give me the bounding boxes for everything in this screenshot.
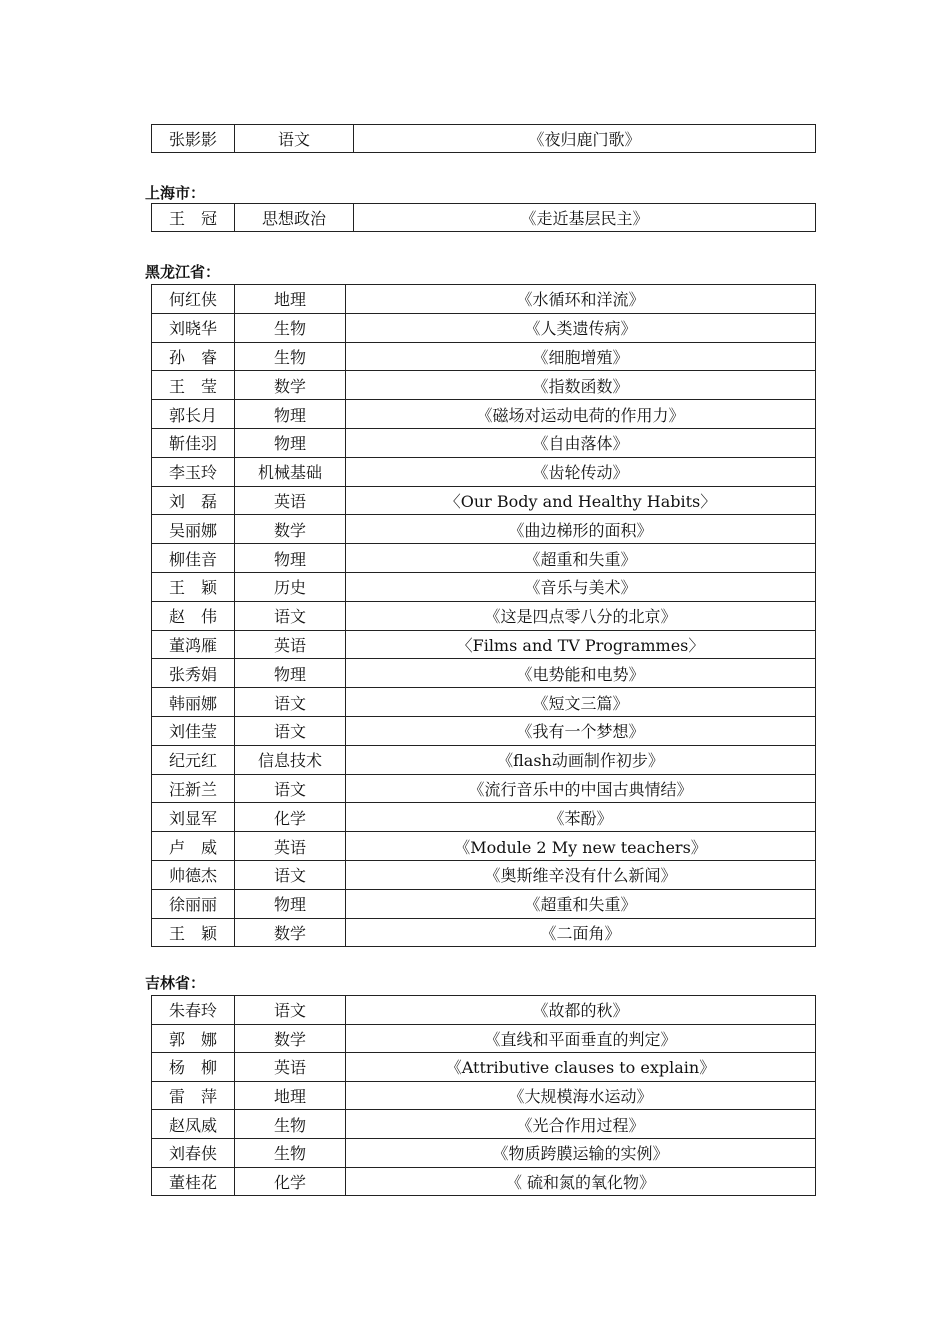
table-row <box>152 342 816 371</box>
lesson-title-cell: 《走近基层民主》 <box>354 204 816 232</box>
subject-cell: 物理 <box>235 659 346 688</box>
table-row <box>152 889 816 918</box>
table-row <box>152 803 816 832</box>
lesson-title-cell: 《Attributive clauses to explain》 <box>346 1053 816 1082</box>
subject-cell: 物理 <box>235 889 346 918</box>
subject-cell: 数学 <box>235 918 346 947</box>
table-row <box>152 486 816 515</box>
subject-cell: 生物 <box>235 342 346 371</box>
teacher-name-cell: 汪新兰 <box>152 774 235 803</box>
lesson-title-cell: 〈Films and TV Programmes〉 <box>346 630 816 659</box>
subject-cell: 语文 <box>235 688 346 717</box>
subject-cell: 物理 <box>235 428 346 457</box>
subject-cell: 语文 <box>235 860 346 889</box>
subject-cell: 物理 <box>235 400 346 429</box>
lesson-title-cell: 《人类遗传病》 <box>346 313 816 342</box>
lesson-title-cell: 《flash动画制作初步》 <box>346 745 816 774</box>
subject-cell: 语文 <box>235 125 354 153</box>
section-title-shanghai: 上海市： <box>145 184 206 202</box>
teacher-name-cell: 刘晓华 <box>152 313 235 342</box>
lesson-title-cell: 《光合作用过程》 <box>346 1110 816 1139</box>
table-row <box>152 688 816 717</box>
lesson-title-cell: 《短文三篇》 <box>346 688 816 717</box>
table-row <box>152 832 816 861</box>
table-row <box>152 860 816 889</box>
subject-cell: 信息技术 <box>235 745 346 774</box>
table-shanghai <box>151 203 816 232</box>
teacher-name-cell: 孙 睿 <box>152 342 235 371</box>
subject-cell: 数学 <box>235 515 346 544</box>
teacher-name-cell: 刘佳莹 <box>152 716 235 745</box>
lesson-title-cell: 《曲边梯形的面积》 <box>346 515 816 544</box>
table-row <box>152 572 816 601</box>
teacher-name-cell: 刘 磊 <box>152 486 235 515</box>
table-row <box>152 515 816 544</box>
lesson-title-cell: 《直线和平面垂直的判定》 <box>346 1024 816 1053</box>
table-jilin <box>151 995 816 1196</box>
table-row <box>152 918 816 947</box>
lesson-title-cell: 《物质跨膜运输的实例》 <box>346 1138 816 1167</box>
teacher-name-cell: 朱春玲 <box>152 996 235 1025</box>
subject-cell: 地理 <box>235 1081 346 1110</box>
subject-cell: 语文 <box>235 996 346 1025</box>
teacher-name-cell: 王 颖 <box>152 918 235 947</box>
teacher-name-cell: 赵凤威 <box>152 1110 235 1139</box>
subject-cell: 英语 <box>235 486 346 515</box>
table-row <box>152 428 816 457</box>
table-row <box>152 774 816 803</box>
table-row <box>152 371 816 400</box>
subject-cell: 语文 <box>235 774 346 803</box>
subject-cell: 数学 <box>235 1024 346 1053</box>
teacher-name-cell: 刘春侠 <box>152 1138 235 1167</box>
lesson-title-cell: 《Module 2 My new teachers》 <box>346 832 816 861</box>
subject-cell: 英语 <box>235 630 346 659</box>
subject-cell: 生物 <box>235 313 346 342</box>
subject-cell: 语文 <box>235 716 346 745</box>
subject-cell: 生物 <box>235 1110 346 1139</box>
subject-cell: 化学 <box>235 1167 346 1196</box>
lesson-title-cell: 《苯酚》 <box>346 803 816 832</box>
table-row <box>152 601 816 630</box>
teacher-name-cell: 赵 伟 <box>152 601 235 630</box>
teacher-name-cell: 张秀娟 <box>152 659 235 688</box>
lesson-title-cell: 《奥斯维辛没有什么新闻》 <box>346 860 816 889</box>
table-row <box>152 544 816 573</box>
teacher-name-cell: 何红侠 <box>152 285 235 314</box>
lesson-title-cell: 《夜归鹿门歌》 <box>354 125 816 153</box>
table-row <box>152 285 816 314</box>
section-title-heilongjiang: 黑龙江省： <box>145 263 221 281</box>
lesson-title-cell: 《我有一个梦想》 <box>346 716 816 745</box>
subject-cell: 数学 <box>235 371 346 400</box>
subject-cell: 语文 <box>235 601 346 630</box>
table-row <box>152 1053 816 1082</box>
table-row <box>152 204 816 232</box>
lesson-title-cell: 《超重和失重》 <box>346 544 816 573</box>
table-row <box>152 1167 816 1196</box>
subject-cell: 物理 <box>235 544 346 573</box>
subject-cell: 英语 <box>235 832 346 861</box>
teacher-name-cell: 李玉玲 <box>152 457 235 486</box>
table-row <box>152 125 816 153</box>
lesson-title-cell: 〈Our Body and Healthy Habits〉 <box>346 486 816 515</box>
table-row <box>152 1110 816 1139</box>
subject-cell: 历史 <box>235 572 346 601</box>
subject-cell: 思想政治 <box>235 204 354 232</box>
teacher-name-cell: 刘显军 <box>152 803 235 832</box>
teacher-name-cell: 张影影 <box>152 125 235 153</box>
teacher-name-cell: 纪元红 <box>152 745 235 774</box>
lesson-title-cell: 《细胞增殖》 <box>346 342 816 371</box>
teacher-name-cell: 董桂花 <box>152 1167 235 1196</box>
lesson-title-cell: 《超重和失重》 <box>346 889 816 918</box>
subject-cell: 生物 <box>235 1138 346 1167</box>
teacher-name-cell: 吴丽娜 <box>152 515 235 544</box>
table-row <box>152 1024 816 1053</box>
teacher-name-cell: 王 冠 <box>152 204 235 232</box>
teacher-name-cell: 雷 萍 <box>152 1081 235 1110</box>
teacher-name-cell: 杨 柳 <box>152 1053 235 1082</box>
teacher-name-cell: 郭长月 <box>152 400 235 429</box>
teacher-name-cell: 靳佳羽 <box>152 428 235 457</box>
lesson-title-cell: 《磁场对运动电荷的作用力》 <box>346 400 816 429</box>
table-row <box>152 716 816 745</box>
subject-cell: 地理 <box>235 285 346 314</box>
lesson-title-cell: 《大规模海水运动》 <box>346 1081 816 1110</box>
teacher-name-cell: 柳佳音 <box>152 544 235 573</box>
table-row <box>152 313 816 342</box>
table-continuation <box>151 124 816 153</box>
teacher-name-cell: 董鸿雁 <box>152 630 235 659</box>
table-row <box>152 996 816 1025</box>
teacher-name-cell: 郭 娜 <box>152 1024 235 1053</box>
teacher-name-cell: 王 莹 <box>152 371 235 400</box>
lesson-title-cell: 《齿轮传动》 <box>346 457 816 486</box>
lesson-title-cell: 《水循环和洋流》 <box>346 285 816 314</box>
lesson-title-cell: 《流行音乐中的中国古典情结》 <box>346 774 816 803</box>
lesson-title-cell: 《这是四点零八分的北京》 <box>346 601 816 630</box>
table-heilongjiang <box>151 284 816 947</box>
lesson-title-cell: 《 硫和氮的氧化物》 <box>346 1167 816 1196</box>
table-row <box>152 400 816 429</box>
lesson-title-cell: 《指数函数》 <box>346 371 816 400</box>
table-row <box>152 630 816 659</box>
table-row <box>152 1138 816 1167</box>
lesson-title-cell: 《音乐与美术》 <box>346 572 816 601</box>
lesson-title-cell: 《电势能和电势》 <box>346 659 816 688</box>
table-row <box>152 1081 816 1110</box>
teacher-name-cell: 王 颖 <box>152 572 235 601</box>
table-row <box>152 745 816 774</box>
teacher-name-cell: 韩丽娜 <box>152 688 235 717</box>
lesson-title-cell: 《二面角》 <box>346 918 816 947</box>
subject-cell: 机械基础 <box>235 457 346 486</box>
teacher-name-cell: 卢 威 <box>152 832 235 861</box>
teacher-name-cell: 徐丽丽 <box>152 889 235 918</box>
teacher-name-cell: 帅德杰 <box>152 860 235 889</box>
subject-cell: 化学 <box>235 803 346 832</box>
lesson-title-cell: 《自由落体》 <box>346 428 816 457</box>
lesson-title-cell: 《故都的秋》 <box>346 996 816 1025</box>
subject-cell: 英语 <box>235 1053 346 1082</box>
table-row <box>152 659 816 688</box>
section-title-jilin: 吉林省： <box>145 974 206 992</box>
table-row <box>152 457 816 486</box>
